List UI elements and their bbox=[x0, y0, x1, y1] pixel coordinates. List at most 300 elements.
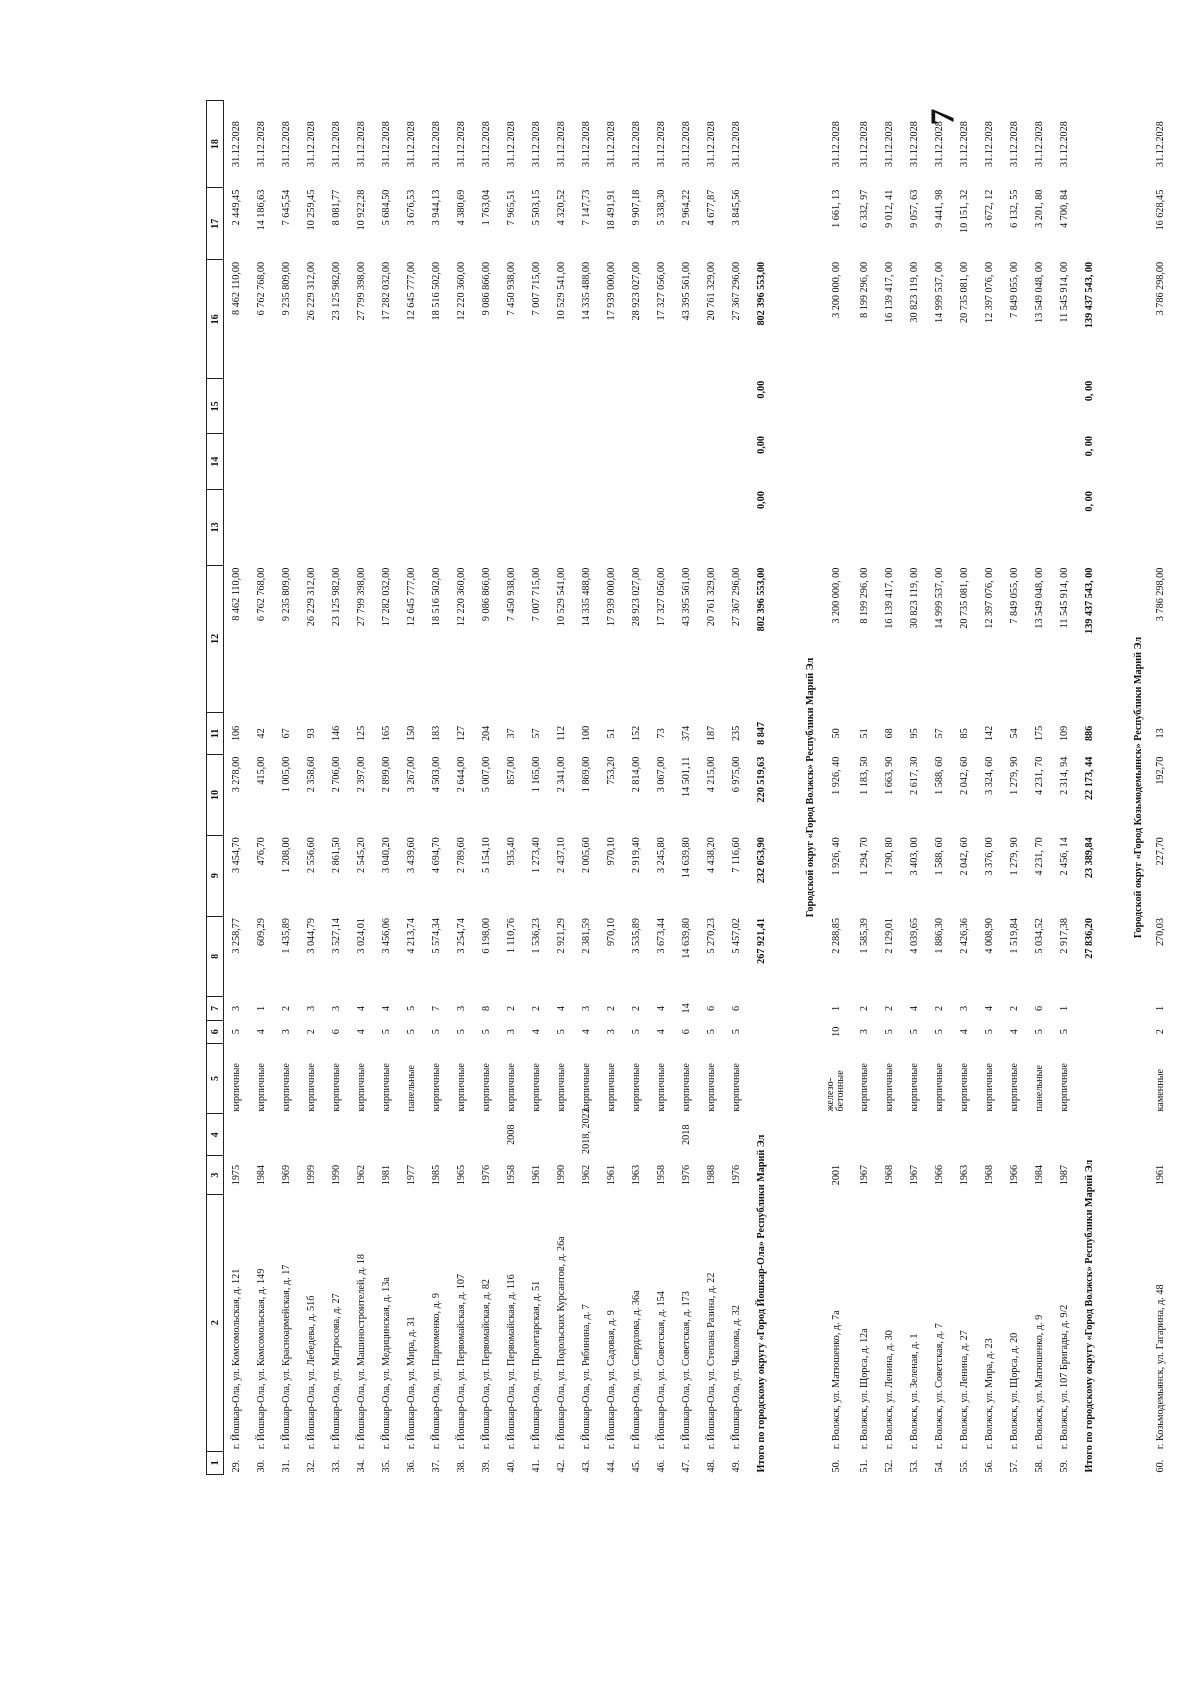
cell-col-16: 8 462 110,00 bbox=[231, 261, 242, 315]
total-c13: 0,00 bbox=[756, 491, 767, 510]
cell-col-4 bbox=[649, 1114, 674, 1156]
cell-col-8: 2 426,36 bbox=[959, 918, 970, 954]
cell-col-8: 3 527,14 bbox=[331, 918, 342, 954]
cell-col-17: 9 057, 63 bbox=[909, 189, 920, 228]
column-header-15: 15 bbox=[207, 379, 224, 434]
table-body bbox=[224, 101, 1174, 1475]
total-c16: 139 437 543, 00 bbox=[1084, 261, 1095, 329]
column-header-11: 11 bbox=[207, 712, 224, 754]
table-row bbox=[599, 101, 624, 1475]
cell-col-1: 50. bbox=[830, 1459, 842, 1473]
cell-col-14 bbox=[977, 434, 1002, 489]
cell-col-18: 31.12.2028 bbox=[381, 121, 392, 168]
spacer-row bbox=[1102, 101, 1128, 1475]
cell-col-12: 18 516 502,00 bbox=[431, 567, 442, 627]
cell-col-15 bbox=[549, 379, 574, 434]
cell-col-15 bbox=[724, 379, 749, 434]
cell-col-18: 31.12.2028 bbox=[356, 121, 367, 168]
total-c8: 27 836,20 bbox=[1084, 918, 1095, 959]
cell-col-2: г. Йошкар-Ола, ул. Первомайская, д. 116 bbox=[506, 1274, 517, 1450]
cell-col-1: 33. bbox=[331, 1459, 342, 1473]
cell-col-9: 4 438,20 bbox=[706, 837, 717, 873]
cell-col-1: 32. bbox=[306, 1459, 317, 1473]
cell-col-7: 1 bbox=[1059, 1005, 1070, 1011]
cell-col-3: 1981 bbox=[381, 1164, 392, 1186]
cell-col-7: 3 bbox=[959, 1005, 970, 1011]
cell-col-12: 43 395 561,00 bbox=[681, 567, 692, 627]
cell-col-1: 40. bbox=[506, 1459, 517, 1473]
cell-col-6: 5 bbox=[984, 1029, 995, 1035]
cell-col-11: 85 bbox=[959, 728, 970, 739]
cell-col-12: 11 545 914, 00 bbox=[1059, 567, 1070, 629]
cell-col-8: 270,03 bbox=[1155, 918, 1166, 947]
cell-col-9: 2 005,60 bbox=[581, 837, 592, 873]
cell-col-3: 2001 bbox=[830, 1164, 842, 1186]
table-row bbox=[349, 101, 374, 1475]
cell-col-5: кирпичные bbox=[909, 1063, 920, 1112]
cell-col-5: кирпичные bbox=[681, 1063, 692, 1112]
cell-col-12: 17 282 032,00 bbox=[381, 567, 392, 627]
cell-col-3: 1963 bbox=[631, 1164, 642, 1186]
cell-col-7: 2 bbox=[934, 1005, 945, 1011]
cell-col-14 bbox=[1027, 434, 1052, 489]
cell-col-4 bbox=[1148, 1114, 1173, 1156]
cell-col-6: 6 bbox=[681, 1029, 692, 1035]
cell-col-1: 39. bbox=[481, 1459, 492, 1473]
cell-col-15 bbox=[1052, 379, 1077, 434]
cell-col-6: 5 bbox=[1034, 1029, 1045, 1035]
cell-col-5: кирпичные bbox=[606, 1063, 617, 1112]
cell-col-3: 1969 bbox=[281, 1164, 292, 1186]
cell-col-11: 150 bbox=[406, 725, 417, 742]
cell-col-16: 12 220 360,00 bbox=[456, 261, 467, 321]
cell-col-5: кирпичные bbox=[1059, 1063, 1070, 1112]
cell-col-12: 13 549 048, 00 bbox=[1034, 567, 1045, 629]
cell-col-6: 10 bbox=[830, 1026, 842, 1037]
cell-col-5: кирпичные bbox=[306, 1063, 317, 1112]
cell-col-16: 7 849 055, 00 bbox=[1009, 261, 1020, 318]
cell-col-1: 45. bbox=[631, 1459, 642, 1473]
cell-col-1: 37. bbox=[431, 1459, 442, 1473]
cell-col-14 bbox=[877, 434, 902, 489]
cell-col-4 bbox=[224, 1114, 250, 1156]
total-c10: 220 519,63 bbox=[756, 756, 767, 803]
cell-col-4 bbox=[877, 1114, 902, 1156]
cell-col-13 bbox=[902, 489, 927, 565]
cell-col-6: 3 bbox=[506, 1029, 517, 1035]
cell-col-2: г. Козьмодемьянск, ул. Гагарина, д. 48 bbox=[1155, 1284, 1166, 1450]
cell-col-1: 57. bbox=[1009, 1459, 1020, 1473]
total-c11: 8 847 bbox=[756, 721, 767, 745]
cell-col-6: 5 bbox=[1059, 1029, 1070, 1035]
cell-col-12: 12 220 360,00 bbox=[456, 567, 467, 627]
cell-col-16: 8 199 296, 00 bbox=[859, 261, 870, 318]
cell-col-9: 14 639,80 bbox=[681, 837, 692, 879]
cell-col-10: 2 644,00 bbox=[456, 756, 467, 793]
cell-col-14 bbox=[927, 434, 952, 489]
cell-col-2: г. Йошкар-Ола, ул. Чкалова, д. 32 bbox=[731, 1305, 742, 1450]
table-row bbox=[649, 101, 674, 1475]
cell-col-8: 1 536,23 bbox=[531, 918, 542, 954]
cell-col-3: 1961 bbox=[1155, 1164, 1166, 1186]
table-row bbox=[1027, 101, 1052, 1475]
cell-col-14 bbox=[852, 434, 877, 489]
cell-col-1: 31. bbox=[281, 1459, 292, 1473]
cell-col-5: кирпичные bbox=[481, 1063, 492, 1112]
cell-col-10: 1 183, 50 bbox=[859, 756, 870, 795]
cell-col-7: 2 bbox=[531, 1005, 542, 1011]
cell-col-14 bbox=[374, 434, 399, 489]
cell-col-15 bbox=[399, 379, 424, 434]
cell-col-10: 1 005,00 bbox=[281, 756, 292, 793]
cell-col-5: железо-бетонные bbox=[825, 1070, 846, 1112]
cell-col-17: 8 081,77 bbox=[331, 189, 342, 226]
cell-col-6: 5 bbox=[731, 1029, 742, 1035]
cell-col-7: 6 bbox=[706, 1005, 717, 1011]
cell-col-16: 28 923 027,00 bbox=[631, 261, 642, 321]
cell-col-10: 4 215,00 bbox=[706, 756, 717, 793]
cell-col-5: кирпичные bbox=[631, 1063, 642, 1112]
cell-col-6: 3 bbox=[859, 1029, 870, 1035]
cell-col-17: 10 151, 32 bbox=[959, 189, 970, 233]
cell-col-14 bbox=[724, 434, 749, 489]
cell-col-16: 17 939 000,00 bbox=[606, 261, 617, 321]
cell-col-16: 3 200 000, 00 bbox=[830, 261, 842, 318]
cell-col-16: 27 367 296,00 bbox=[731, 261, 742, 321]
cell-col-3: 1999 bbox=[306, 1164, 317, 1186]
cell-col-17: 2 449,45 bbox=[231, 189, 242, 226]
cell-col-17: 7 645,54 bbox=[281, 189, 292, 226]
table-row bbox=[852, 101, 877, 1475]
cell-col-10: 415,00 bbox=[256, 756, 267, 785]
cell-col-10: 2 814,00 bbox=[631, 756, 642, 793]
cell-col-10: 2 899,00 bbox=[381, 756, 392, 793]
cell-col-2: г. Волжск, ул. Ленина, д. 30 bbox=[884, 1330, 895, 1450]
cell-col-1: 29. bbox=[231, 1459, 242, 1473]
cell-col-2: г. Йошкар-Ола, ул. Первомайская, д. 107 bbox=[456, 1273, 467, 1450]
cell-col-7: 4 bbox=[984, 1005, 995, 1011]
cell-col-2: г. Йошкар-Ола, ул. Красноармейская, д. 17 bbox=[281, 1264, 292, 1450]
column-header-2: 2 bbox=[207, 1194, 224, 1451]
cell-col-8: 6 198,00 bbox=[481, 918, 492, 954]
cell-col-18: 31.12.2028 bbox=[556, 121, 567, 168]
cell-col-4 bbox=[952, 1114, 977, 1156]
cell-col-6: 4 bbox=[531, 1029, 542, 1035]
cell-col-7: 3 bbox=[581, 1005, 592, 1011]
cell-col-12: 6 762 768,00 bbox=[256, 567, 267, 622]
cell-col-10: 3 278,00 bbox=[231, 756, 242, 793]
cell-col-3: 1967 bbox=[909, 1164, 920, 1186]
cell-col-2: г. Волжск, ул. Щорса, д. 12а bbox=[859, 1328, 870, 1450]
total-empty bbox=[1077, 188, 1102, 260]
cell-col-14 bbox=[699, 434, 724, 489]
cell-col-15 bbox=[424, 379, 449, 434]
cell-col-17: 2 964,22 bbox=[681, 189, 692, 226]
cell-col-1: 56. bbox=[984, 1459, 995, 1473]
cell-col-17: 3 201, 80 bbox=[1034, 189, 1045, 228]
cell-col-8: 2 921,29 bbox=[556, 918, 567, 954]
cell-col-4 bbox=[1002, 1114, 1027, 1156]
column-header-3: 3 bbox=[207, 1156, 224, 1194]
cell-col-5: кирпичные bbox=[934, 1063, 945, 1112]
cell-col-12: 20 761 329,00 bbox=[706, 567, 717, 627]
cell-col-15 bbox=[699, 379, 724, 434]
cell-col-7: 2 bbox=[606, 1005, 617, 1011]
cell-col-5: кирпичные bbox=[506, 1063, 517, 1112]
cell-col-2: г. Йошкар-Ола, ул. Комсомольская, д. 149 bbox=[256, 1268, 267, 1450]
cell-col-7: 7 bbox=[431, 1005, 442, 1011]
cell-col-12: 9 086 866,00 bbox=[481, 567, 492, 622]
cell-col-15 bbox=[224, 379, 250, 434]
table-row bbox=[399, 101, 424, 1475]
cell-col-12: 20 735 081, 00 bbox=[959, 567, 970, 629]
cell-col-15 bbox=[1002, 379, 1027, 434]
cell-col-17: 18 491,91 bbox=[606, 189, 617, 231]
total-c11: 886 bbox=[1084, 725, 1095, 742]
cell-col-12: 14 999 537, 00 bbox=[934, 567, 945, 629]
total-empty bbox=[749, 101, 774, 188]
cell-col-9: 935,40 bbox=[506, 837, 517, 866]
cell-col-17: 4 700, 84 bbox=[1059, 189, 1070, 228]
table-row bbox=[274, 101, 299, 1475]
cell-col-7: 2 bbox=[1009, 1005, 1020, 1011]
cell-col-10: 1 165,00 bbox=[531, 756, 542, 793]
cell-col-3: 1990 bbox=[556, 1164, 567, 1186]
cell-col-1: 54. bbox=[934, 1459, 945, 1473]
cell-col-12: 12 645 777,00 bbox=[406, 567, 417, 627]
cell-col-8: 3 535,89 bbox=[631, 918, 642, 954]
cell-col-16: 20 761 329,00 bbox=[706, 261, 717, 321]
housing-register-table bbox=[206, 100, 1173, 1475]
cell-col-13 bbox=[549, 489, 574, 565]
cell-col-13 bbox=[374, 489, 399, 565]
cell-col-3: 1967 bbox=[859, 1164, 870, 1186]
cell-col-8: 3 673,44 bbox=[656, 918, 667, 954]
cell-col-1: 36. bbox=[406, 1459, 417, 1473]
cell-col-2: г. Йошкар-Ола, ул. Машиностроителей, д. 18 bbox=[356, 1254, 367, 1450]
cell-col-1: 42. bbox=[556, 1459, 567, 1473]
cell-col-5: кирпичные bbox=[381, 1063, 392, 1112]
cell-col-5: каменные bbox=[1155, 1068, 1166, 1112]
total-c14: 0, 00 bbox=[1084, 436, 1095, 457]
rotated-table-container bbox=[206, 100, 1166, 1475]
cell-col-18: 31.12.2028 bbox=[984, 121, 995, 168]
total-empty bbox=[749, 188, 774, 260]
cell-col-3: 1965 bbox=[456, 1164, 467, 1186]
cell-col-3: 1963 bbox=[959, 1164, 970, 1186]
cell-col-18: 31.12.2028 bbox=[231, 121, 242, 168]
cell-col-11: 204 bbox=[481, 725, 492, 742]
cell-col-13 bbox=[574, 489, 599, 565]
cell-col-6: 5 bbox=[884, 1029, 895, 1035]
table-row bbox=[674, 101, 699, 1475]
cell-col-13 bbox=[674, 489, 699, 565]
total-c12: 139 437 543, 00 bbox=[1084, 567, 1095, 634]
cell-col-2: г. Йошкар-Ола, ул. Садовая, д. 9 bbox=[606, 1310, 617, 1450]
cell-col-16: 11 545 914, 00 bbox=[1059, 261, 1070, 323]
cell-col-5: кирпичные bbox=[984, 1063, 995, 1112]
cell-col-13 bbox=[852, 489, 877, 565]
spacer-cell bbox=[1102, 101, 1128, 1475]
cell-col-6: 5 bbox=[934, 1029, 945, 1035]
cell-col-8: 1 585,39 bbox=[859, 918, 870, 954]
cell-col-17: 7 147,73 bbox=[581, 189, 592, 226]
cell-col-14 bbox=[499, 434, 524, 489]
cell-col-12: 30 823 119, 00 bbox=[909, 567, 920, 629]
cell-col-18: 31.12.2028 bbox=[681, 121, 692, 168]
cell-col-11: 54 bbox=[1009, 728, 1020, 739]
cell-col-17: 3 944,13 bbox=[431, 189, 442, 226]
column-header-10: 10 bbox=[207, 755, 224, 836]
cell-col-16: 26 229 312,00 bbox=[306, 261, 317, 321]
cell-col-4 bbox=[599, 1114, 624, 1156]
cell-col-5: кирпичные bbox=[859, 1063, 870, 1112]
cell-col-17: 5 503,15 bbox=[531, 189, 542, 226]
cell-col-15 bbox=[927, 379, 952, 434]
total-c15: 0, 00 bbox=[1084, 380, 1095, 402]
cell-col-1: 43. bbox=[581, 1459, 592, 1473]
cell-col-15 bbox=[524, 379, 549, 434]
cell-col-7: 6 bbox=[1034, 1005, 1045, 1011]
cell-col-12: 17 327 056,00 bbox=[656, 567, 667, 627]
cell-col-14 bbox=[299, 434, 324, 489]
cell-col-17: 10 259,45 bbox=[306, 189, 317, 231]
cell-col-11: 51 bbox=[606, 728, 617, 739]
cell-col-18: 31.12.2028 bbox=[1034, 121, 1045, 168]
cell-col-10: 5 007,00 bbox=[481, 756, 492, 793]
cell-col-2: г. Йошкар-Ола, ул. Свердлова, д. 36а bbox=[631, 1290, 642, 1450]
cell-col-9: 7 116,60 bbox=[731, 837, 742, 873]
cell-col-4 bbox=[399, 1114, 424, 1156]
cell-col-14 bbox=[474, 434, 499, 489]
cell-col-14 bbox=[599, 434, 624, 489]
cell-col-10: 1 588, 60 bbox=[934, 756, 945, 795]
cell-col-6: 5 bbox=[456, 1029, 467, 1035]
cell-col-9: 1 208,00 bbox=[281, 837, 292, 873]
cell-col-16: 17 327 056,00 bbox=[656, 261, 667, 321]
cell-col-12: 23 125 982,00 bbox=[331, 567, 342, 627]
table-row bbox=[499, 101, 524, 1475]
cell-col-9: 3 454,70 bbox=[231, 837, 242, 873]
cell-col-3: 1961 bbox=[531, 1164, 542, 1186]
cell-col-18: 31.12.2028 bbox=[830, 121, 842, 168]
cell-col-18: 31.12.2028 bbox=[281, 121, 292, 168]
cell-col-18: 31.12.2028 bbox=[859, 121, 870, 168]
cell-col-2: г. Йошкар-Ола, ул. Советская, д. 154 bbox=[656, 1291, 667, 1450]
cell-col-10: 2 617, 30 bbox=[909, 756, 920, 795]
cell-col-16: 12 645 777,00 bbox=[406, 261, 417, 321]
cell-col-12: 27 367 296,00 bbox=[731, 567, 742, 627]
cell-col-4 bbox=[324, 1114, 349, 1156]
cell-col-7: 1 bbox=[1155, 1005, 1166, 1011]
cell-col-15 bbox=[324, 379, 349, 434]
cell-col-8: 1 435,89 bbox=[281, 918, 292, 954]
cell-col-9: 5 154,10 bbox=[481, 837, 492, 873]
cell-col-4 bbox=[474, 1114, 499, 1156]
cell-col-13 bbox=[274, 489, 299, 565]
cell-col-10: 753,20 bbox=[606, 756, 617, 785]
cell-col-3: 1966 bbox=[1009, 1164, 1020, 1186]
cell-col-18: 31.12.2028 bbox=[531, 121, 542, 168]
cell-col-9: 2 042, 60 bbox=[959, 837, 970, 876]
cell-col-15 bbox=[1148, 379, 1173, 434]
cell-col-16: 6 762 768,00 bbox=[256, 261, 267, 316]
cell-col-16: 20 735 081, 00 bbox=[959, 261, 970, 323]
cell-col-5: кирпичные bbox=[556, 1063, 567, 1112]
cell-col-12: 7 849 055, 00 bbox=[1009, 567, 1020, 624]
cell-col-8: 2 129,01 bbox=[884, 918, 895, 954]
cell-col-17: 5 684,50 bbox=[381, 189, 392, 226]
cell-col-5: кирпичные bbox=[331, 1063, 342, 1112]
table-row bbox=[624, 101, 649, 1475]
cell-col-14 bbox=[449, 434, 474, 489]
table-row bbox=[449, 101, 474, 1475]
cell-col-13 bbox=[1148, 489, 1173, 565]
cell-col-5: кирпичные bbox=[706, 1063, 717, 1112]
cell-col-2: г. Йошкар-Ола, ул. Лебедева, д. 51б bbox=[306, 1295, 317, 1450]
cell-col-4 bbox=[349, 1114, 374, 1156]
cell-col-8: 4 008,90 bbox=[984, 918, 995, 954]
cell-col-4 bbox=[977, 1114, 1002, 1156]
cell-col-6: 5 bbox=[481, 1029, 492, 1035]
cell-col-4 bbox=[1052, 1114, 1077, 1156]
cell-col-13 bbox=[977, 489, 1002, 565]
cell-col-13 bbox=[1052, 489, 1077, 565]
cell-col-14 bbox=[624, 434, 649, 489]
cell-col-17: 9 441, 98 bbox=[934, 189, 945, 228]
cell-col-9: 2 456, 14 bbox=[1059, 837, 1070, 876]
column-header-4: 4 bbox=[207, 1114, 224, 1156]
cell-col-12: 7 007 715,00 bbox=[531, 567, 542, 622]
cell-col-3: 1968 bbox=[884, 1164, 895, 1186]
cell-col-7: 3 bbox=[331, 1005, 342, 1011]
cell-col-3: 1985 bbox=[431, 1164, 442, 1186]
total-c14: 0,00 bbox=[756, 436, 767, 454]
cell-col-10: 3 324, 60 bbox=[984, 756, 995, 795]
cell-col-18: 31.12.2028 bbox=[456, 121, 467, 168]
cell-col-13 bbox=[224, 489, 250, 565]
column-header-17: 17 bbox=[207, 188, 224, 260]
cell-col-1: 49. bbox=[731, 1459, 742, 1473]
cell-col-1: 47. bbox=[681, 1459, 692, 1473]
section-heading-row bbox=[800, 101, 820, 1475]
column-header-7: 7 bbox=[207, 997, 224, 1020]
column-header-14: 14 bbox=[207, 434, 224, 489]
cell-col-17: 9 012, 41 bbox=[884, 189, 895, 228]
cell-col-17: 14 186,63 bbox=[256, 189, 267, 231]
cell-col-8: 2 288,85 bbox=[830, 918, 842, 954]
cell-col-1: 53. bbox=[909, 1459, 920, 1473]
cell-col-14 bbox=[324, 434, 349, 489]
cell-col-13 bbox=[449, 489, 474, 565]
cell-col-7: 4 bbox=[381, 1005, 392, 1011]
cell-col-9: 4 694,70 bbox=[431, 837, 442, 873]
cell-col-13 bbox=[927, 489, 952, 565]
cell-col-2: г. Йошкар-Ола, ул. Пархоменко, д. 9 bbox=[431, 1293, 442, 1450]
cell-col-17: 1 661, 13 bbox=[830, 189, 842, 228]
cell-col-15 bbox=[574, 379, 599, 434]
cell-col-12: 28 923 027,00 bbox=[631, 567, 642, 627]
cell-col-8: 1 886,30 bbox=[934, 918, 945, 954]
total-c8: 267 921,41 bbox=[756, 918, 767, 964]
cell-col-8: 5 457,02 bbox=[731, 918, 742, 954]
cell-col-2: г. Йошкар-Ола, ул. Рябинина, д. 7 bbox=[581, 1304, 592, 1450]
cell-col-3: 1984 bbox=[1034, 1164, 1045, 1186]
cell-col-8: 1 519,84 bbox=[1009, 918, 1020, 954]
cell-col-7: 2 bbox=[631, 1005, 642, 1011]
cell-col-10: 2 341,00 bbox=[556, 756, 567, 793]
cell-col-14 bbox=[1148, 434, 1173, 489]
